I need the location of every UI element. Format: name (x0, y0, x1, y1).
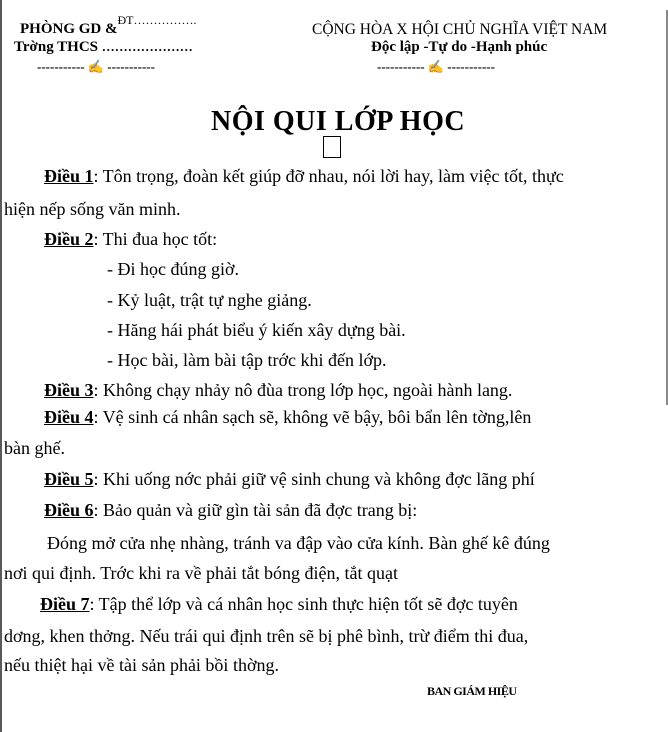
article-3-line-1: Điều 3: Không chạy nhảy nô đùa trong lớp học, ngoài hành lang. (44, 380, 513, 400)
national-motto: Độc lập -Tự do -Hạnh phúc (371, 39, 548, 55)
dept-superscript: ĐT……………. (117, 13, 197, 27)
school-label: Trờng THCS (14, 39, 99, 55)
article-2-item-3: - Hăng hái phát biểu ý kiến xây dựng bài. (107, 320, 406, 340)
article-2-label: Điều 2 (44, 229, 94, 249)
header-right-ornament: ----------- ✍ ----------- (377, 59, 495, 74)
page-title: NỘI QUI LỚP HỌC (211, 106, 466, 137)
article-3-label: Điều 3 (44, 380, 94, 400)
article-4-label: Điều 4 (44, 407, 94, 427)
article-4-line-1: Điều 4: Vệ sinh cá nhân sạch sẽ, không vẽ bậy, bôi bẩn lên tờng,lên (44, 407, 532, 427)
article-6-label: Điều 6 (44, 500, 94, 520)
article-5-label: Điều 5 (44, 469, 94, 489)
dept-label: PHÒNG GD & (20, 21, 118, 37)
article-2-item-4: - Học bài, làm bài tập trớc khi đến lớp. (107, 350, 387, 370)
article-6-extra-2: nơi qui định. Trớc khi ra về phải tắt bóng điện, tắt quạt (4, 563, 398, 583)
article-5-line-1: Điều 5: Khi uống nớc phải giữ vệ sinh chung và không đợc lãng phí (44, 469, 535, 489)
article-4-line-2: bàn ghế. (4, 438, 65, 458)
article-7-line-2: dơng, khen thởng. Nếu trái qui định trên sẽ bị phê bình, trừ điểm thi đua, (4, 626, 529, 646)
header-left-line1 (20, 13, 197, 38)
article-6-extra-1: Đóng mở cửa nhẹ nhàng, tránh va đập vào cửa kính. Bàn ghế kê đúng (47, 533, 550, 553)
article-1-line-1: Điều 1: Tôn trọng, đoàn kết giúp đỡ nhau, nói lời hay, làm việc tốt, thực (44, 166, 564, 186)
article-7-line-3: nếu thiệt hại về tài sản phải bồi thờng. (4, 655, 279, 675)
article-1-label: Điều 1 (44, 166, 94, 186)
signature-label: BAN GIÁM HIỆU (427, 684, 517, 698)
header-left-line2 (14, 39, 193, 56)
header-left-ornament: ----------- ✍ ----------- (37, 59, 155, 74)
page-border-left (0, 0, 2, 732)
article-6-line-1: Điều 6: Bảo quản và giữ gìn tài sản đã đợc trang bị: (44, 500, 418, 520)
missing-glyph-box (323, 136, 341, 158)
article-1-line-2: hiện nếp sống văn minh. (4, 199, 181, 219)
article-7-line-1: Điều 7: Tập thể lớp và cá nhân học sinh thực hiện tốt sẽ đợc tuyên (40, 594, 518, 614)
article-2-item-1: - Đi học đúng giờ. (107, 259, 240, 279)
article-7-label: Điều 7 (40, 594, 90, 614)
school-dots: ………………… (101, 39, 193, 54)
article-2-item-2: - Kỷ luật, trật tự nghe giảng. (107, 290, 312, 310)
national-title: CỘNG HÒA X HỘI CHỦ NGHĨA VIỆT NAM (312, 21, 608, 38)
article-2-line-1: Điều 2: Thi đua học tốt: (44, 229, 218, 249)
